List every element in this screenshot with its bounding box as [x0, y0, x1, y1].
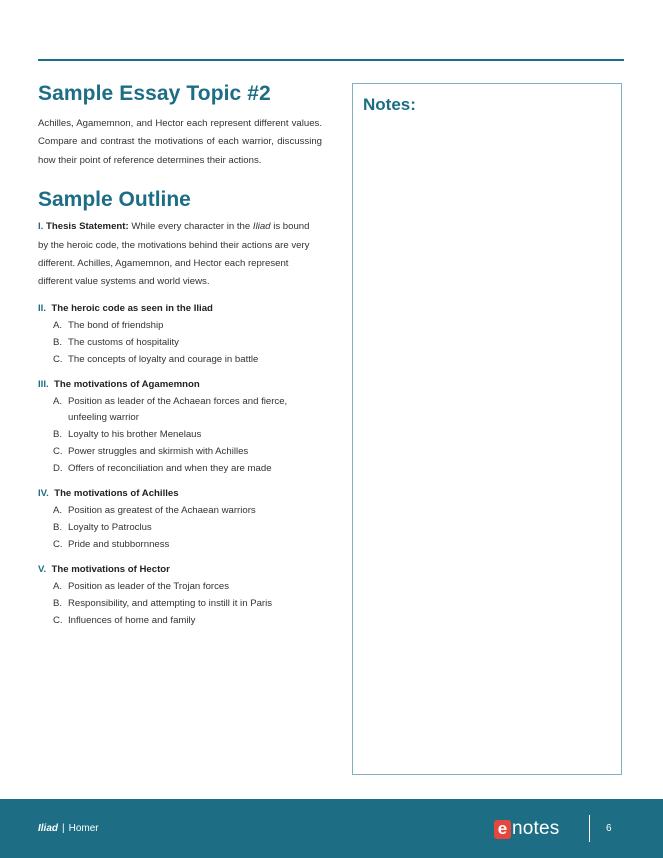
- item-letter: C.: [53, 538, 63, 550]
- thesis-lead: Thesis Statement:: [46, 221, 129, 233]
- item-text: Pride and stubbornness: [68, 538, 170, 550]
- item-letter: C.: [53, 445, 63, 457]
- section-items: [38, 317, 322, 368]
- item-text: Loyalty to his brother Menelaus: [68, 428, 202, 440]
- notes-box: [352, 83, 622, 775]
- section-heading: [38, 377, 322, 393]
- item-text: The customs of hospitality: [68, 336, 179, 348]
- item-letter: B.: [53, 428, 63, 440]
- section-number: III.: [38, 378, 49, 390]
- list-item: [38, 536, 322, 553]
- list-item: [38, 426, 322, 443]
- list-item: [38, 578, 322, 595]
- essay-prompt: Achilles, Agamemnon, and Hector each represent different values. Compare and contrast the motivations of each warrior, discussing how their point of reference determines their actions.: [38, 118, 322, 166]
- list-item: [38, 334, 322, 351]
- footer-divider: [589, 815, 590, 842]
- item-letter: A.: [53, 395, 63, 407]
- enotes-logo: [494, 818, 559, 840]
- item-letter: B.: [53, 521, 63, 533]
- item-text: The bond of friendship: [68, 319, 164, 331]
- list-item: [38, 351, 322, 368]
- item-text: Position as leader of the Achaean forces and fierce, unfeeling warrior: [68, 395, 288, 423]
- item-letter: A.: [53, 504, 63, 516]
- item-letter: B.: [53, 336, 63, 348]
- footer-book-info: [38, 823, 99, 834]
- section-number: IV.: [38, 487, 49, 499]
- list-item: [38, 443, 322, 460]
- notes-title: Notes:: [363, 95, 416, 114]
- section-items: [38, 393, 322, 477]
- item-letter: B.: [53, 597, 63, 609]
- item-text: The concepts of loyalty and courage in battle: [68, 353, 259, 365]
- list-item: [38, 393, 322, 426]
- item-letter: D.: [53, 462, 63, 474]
- item-text: Position as greatest of the Achaean warriors: [68, 504, 256, 516]
- logo-e-icon: e: [494, 820, 511, 839]
- footer-book-title: Iliad: [38, 823, 59, 834]
- thesis-statement: [38, 218, 322, 292]
- list-item: [38, 317, 322, 334]
- section-items: [38, 502, 322, 553]
- logo-wordmark: notes: [512, 818, 560, 839]
- section-heading: [38, 562, 322, 578]
- thesis-number: I.: [38, 221, 44, 233]
- outline-section: [38, 377, 322, 477]
- item-text: Power struggles and skirmish with Achilles: [68, 445, 249, 457]
- section-heading-text: The heroic code as seen in the Iliad: [51, 302, 213, 314]
- thesis-text-before: While every character in the: [131, 221, 251, 233]
- outline-sections: [38, 301, 322, 629]
- section-heading-text: The motivations of Achilles: [54, 487, 179, 499]
- list-item: [38, 502, 322, 519]
- section-heading-text: The motivations of Hector: [51, 563, 170, 575]
- thesis-text-after: is bound by the heroic code, the motivations behind their actions are very different. Achilles, Agamemnon, and Hector each represent different value systems and world views.: [38, 221, 310, 288]
- item-text: Influences of home and family: [68, 614, 196, 626]
- outline-section: [38, 486, 322, 553]
- list-item: [38, 519, 322, 536]
- page-footer: [0, 799, 663, 858]
- item-text: Loyalty to Patroclus: [68, 521, 152, 533]
- item-text: Offers of reconciliation and when they are made: [68, 462, 272, 474]
- essay-topic-title: Sample Essay Topic #2: [38, 82, 271, 105]
- top-divider: [38, 59, 624, 61]
- item-letter: C.: [53, 614, 63, 626]
- outline-section: [38, 562, 322, 629]
- section-heading: [38, 486, 322, 502]
- item-letter: A.: [53, 319, 63, 331]
- section-items: [38, 578, 322, 629]
- main-column: [38, 82, 322, 629]
- outline-title: Sample Outline: [38, 188, 191, 212]
- thesis-work-title: Iliad: [252, 221, 271, 233]
- section-number: V.: [38, 563, 47, 575]
- section-number: II.: [38, 302, 46, 314]
- outline-section: [38, 301, 322, 368]
- footer-separator: |: [62, 823, 65, 834]
- item-letter: A.: [53, 580, 63, 592]
- item-text: Position as leader of the Trojan forces: [68, 580, 230, 592]
- section-heading: [38, 301, 322, 317]
- list-item: [38, 612, 322, 629]
- item-letter: C.: [53, 353, 63, 365]
- list-item: [38, 460, 322, 477]
- footer-author: Homer: [68, 823, 99, 834]
- page-number: 6: [606, 823, 612, 834]
- item-text: Responsibility, and attempting to instill it in Paris: [68, 597, 273, 609]
- section-heading-text: The motivations of Agamemnon: [54, 378, 200, 390]
- list-item: [38, 595, 322, 612]
